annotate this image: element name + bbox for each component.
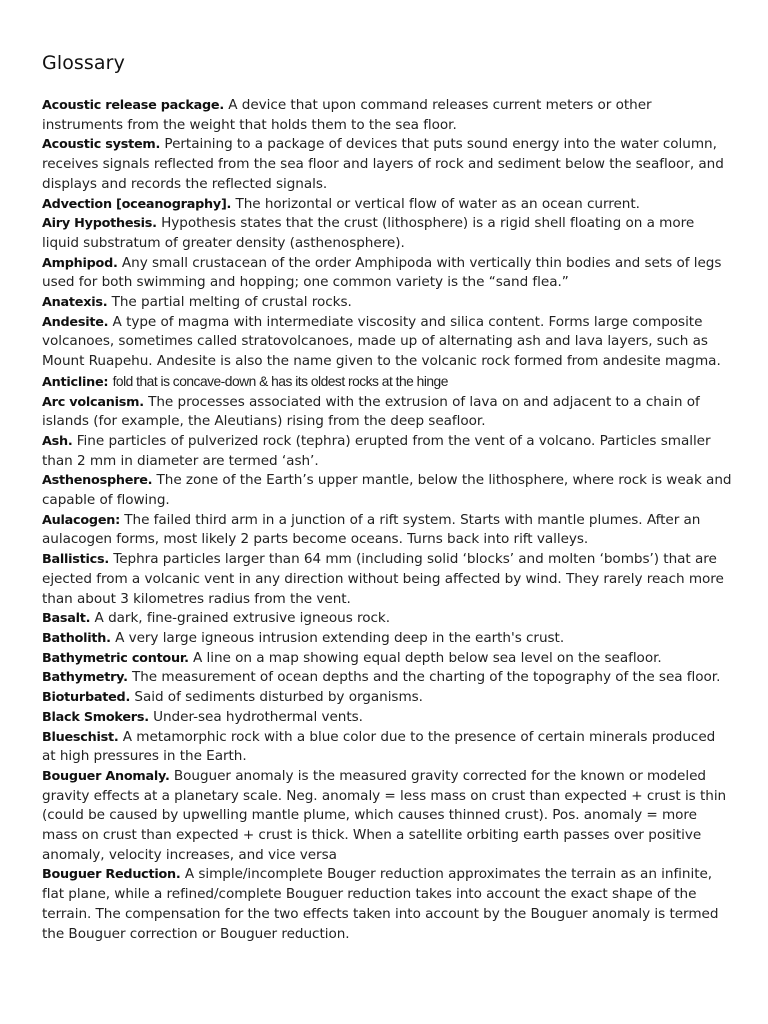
- glossary-definition: A very large igneous intrusion extending deep in the earth's crust.: [115, 629, 565, 646]
- page-title: Glossary: [42, 52, 125, 74]
- glossary-definition: A metamorphic rock with a blue color due to the presence of certain minerals produced at high pressures in the Earth.: [42, 728, 716, 765]
- glossary-entry-anatexis: [42, 293, 732, 313]
- glossary-entry-blueschist: [42, 728, 732, 767]
- glossary-definition: A dark, fine-grained extrusive igneous rock.: [94, 610, 391, 627]
- glossary-definition: Pertaining to a package of devices that puts sound energy into the water column, receives signals reflected from the sea floor and layers of rock and sediment below the seafloor, and displays and records the reflected signals.: [42, 136, 724, 192]
- glossary-definition: The processes associated with the extrusion of lava on and adjacent to a chain of islands (for example, the Aleutians) rising from the deep seafloor.: [42, 393, 700, 430]
- glossary-term: Airy Hypothesis.: [42, 216, 157, 232]
- glossary-definition: Fine particles of pulverized rock (tephra) erupted from the vent of a volcano. Particles smaller than 2 mm in diameter are termed ‘ash’.: [42, 432, 711, 469]
- glossary-term: Aulacogen:: [42, 512, 120, 528]
- glossary-term: Black Smokers.: [42, 709, 149, 725]
- glossary-definition: Under-sea hydrothermal vents.: [153, 708, 363, 725]
- glossary-entry-ballistics: [42, 550, 732, 609]
- glossary-definition: A device that upon command releases current meters or other instruments from the weight that holds them to the sea floor.: [42, 97, 652, 133]
- glossary-entry-anticline: [42, 372, 732, 393]
- glossary-term: Bouguer Anomaly.: [42, 768, 170, 784]
- glossary-term: Andesite.: [42, 314, 109, 330]
- glossary-definition: Hypothesis states that the crust (lithosphere) is a rigid shell floating on a more liquid substratum of greater density (asthenosphere).: [42, 215, 695, 251]
- glossary-entry-bathymetry: [42, 668, 732, 688]
- glossary-definition: The zone of the Earth’s upper mantle, below the lithosphere, where rock is weak and capable of flowing.: [42, 472, 732, 509]
- glossary-term: Bathymetric contour.: [42, 650, 189, 666]
- glossary-definition: The partial melting of crustal rocks.: [111, 294, 352, 311]
- glossary-entry-ash: [42, 432, 732, 471]
- glossary-entry-bathymetric-contour: [42, 649, 732, 669]
- glossary-term: Arc volcanism.: [42, 394, 144, 410]
- glossary-definition: Bouguer anomaly is the measured gravity corrected for the known or modeled gravity effects at a planetary scale. Neg. anomaly = less mass on crust than expected + crust is thin (could be caused by upwelling mantle plume, which causes thinned crust). Pos. anomaly = more mass on crust than expected + crust is thick. When a satellite orbiting earth passes over positive anomaly, velocity increases, and vice versa: [42, 767, 727, 863]
- glossary-definition: A line on a map showing equal depth below sea level on the seafloor.: [192, 649, 662, 666]
- glossary-definition: Tephra particles larger than 64 mm (including solid ‘blocks’ and molten ‘bombs’) that are ejected from a volcanic vent in any direction without being affected by wind. They rarely reach more than about 3 kilometres radius from the vent.: [42, 551, 724, 607]
- glossary-entry-advection: [42, 195, 732, 215]
- glossary-term: Anticline:: [42, 374, 109, 390]
- glossary-entry-basalt: [42, 609, 732, 629]
- glossary-definition: A type of magma with intermediate viscosity and silica content. Forms large composite volcanoes, sometimes called stratovolcanoes, made up of alternating ash and lava layers, such as Mount Ruapehu. Andesite is also the name given to the volcanic rock formed from andesite magma.: [42, 313, 721, 370]
- glossary-list: [42, 96, 732, 944]
- glossary-entry-bouguer-reduction: [42, 865, 732, 944]
- glossary-term: Batholith.: [42, 630, 111, 646]
- glossary-entry-aulacogen: [42, 511, 732, 550]
- glossary-entry-airy-hypothesis: [42, 214, 732, 253]
- glossary-entry-bioturbated: [42, 688, 732, 708]
- glossary-entry-bouguer-anomaly: [42, 767, 732, 866]
- glossary-definition: fold that is concave-down & has its oldest rocks at the hinge: [112, 373, 448, 389]
- glossary-definition: The measurement of ocean depths and the charting of the topography of the sea floor.: [131, 669, 721, 686]
- glossary-term: Bathymetry.: [42, 670, 128, 686]
- glossary-entry-asthenosphere: [42, 471, 732, 510]
- glossary-entry-amphipod: [42, 254, 732, 293]
- glossary-entry-black-smokers: [42, 708, 732, 728]
- glossary-entry-batholith: [42, 629, 732, 649]
- glossary-entry-arc-volcanism: [42, 393, 732, 432]
- glossary-definition: Said of sediments disturbed by organisms.: [134, 689, 423, 706]
- glossary-term: Amphipod.: [42, 255, 118, 271]
- glossary-term: Bouguer Reduction.: [42, 867, 181, 883]
- glossary-definition: The horizontal or vertical flow of water as an ocean current.: [235, 195, 640, 212]
- glossary-term: Asthenosphere.: [42, 473, 153, 489]
- glossary-term: Bioturbated.: [42, 690, 131, 706]
- glossary-definition: Any small crustacean of the order Amphipoda with vertically thin bodies and sets of legs used for both swimming and hopping; one common variety is the “sand flea.”: [42, 254, 722, 291]
- glossary-term: Blueschist.: [42, 729, 119, 745]
- glossary-term: Advection [oceanography].: [42, 196, 232, 212]
- glossary-term: Ballistics.: [42, 552, 109, 568]
- glossary-term: Anatexis.: [42, 295, 108, 311]
- glossary-entry-acoustic-release-package: [42, 96, 732, 135]
- glossary-term: Basalt.: [42, 611, 91, 627]
- glossary-definition: The failed third arm in a junction of a rift system. Starts with mantle plumes. After an aulacogen forms, most likely 2 parts become oceans. Turns back into rift valleys.: [42, 511, 701, 548]
- glossary-term: Acoustic system.: [42, 137, 161, 153]
- glossary-definition: A simple/incomplete Bouger reduction approximates the terrain as an infinite, flat plane, while a refined/complete Bouguer reduction takes into account the exact shape of the terrain. The compensation for the two effects taken into account by the Bouguer anomaly is termed the Bouguer correction or Bouguer reduction.: [42, 866, 719, 942]
- glossary-term: Acoustic release package.: [42, 98, 224, 113]
- glossary-entry-andesite: [42, 313, 732, 372]
- glossary-entry-acoustic-system: [42, 135, 732, 194]
- glossary-term: Ash.: [42, 433, 73, 449]
